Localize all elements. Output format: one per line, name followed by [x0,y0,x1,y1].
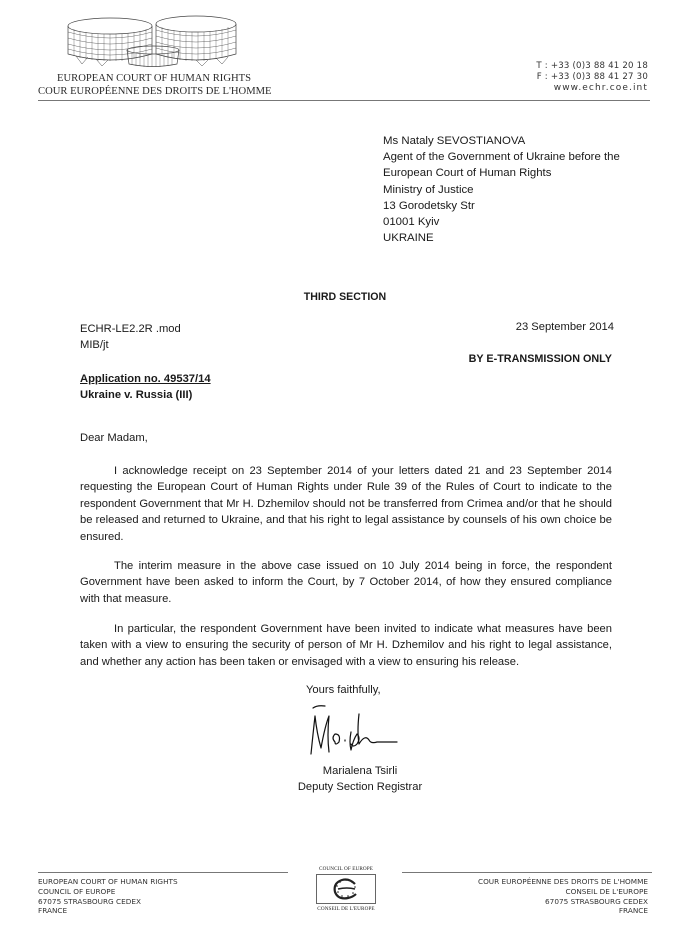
coe-logo-label-en: COUNCIL OF EUROPE [319,866,373,872]
signer-block [280,763,440,795]
org-name-french: COUR EUROPÉENNE DES DROITS DE L'HOMME [38,86,272,97]
footer-line: FRANCE [38,906,68,916]
signer-name: Marialena Tsirli [322,765,398,777]
footer-divider-left [38,872,288,873]
reference-code: ECHR-LE2.2R .mod [80,323,181,335]
footer-line: CONSEIL DE L'EUROPE [565,886,648,896]
handwritten-signature [305,704,405,764]
closing: Yours faithfully, [306,684,381,696]
body-paragraph: The interim measure in the above case issued on 10 July 2014 being in force, the respondent Government have been asked to inform the Court, by 7 October 2014, of how they ensured compliance with that measure. [80,560,612,605]
section-title: THIRD SECTION [303,291,387,303]
court-building-logo [62,14,242,70]
footer-line: COUR EUROPÉENNE DES DROITS DE L'HOMME [477,877,648,886]
contact-block [536,61,648,94]
footer-address-french [478,877,648,916]
org-name-english: EUROPEAN COURT OF HUMAN RIGHTS [57,73,251,84]
header-divider [38,100,650,101]
signer-title: Deputy Section Registrar [297,781,423,793]
footer-line: COUNCIL OF EUROPE [38,886,116,896]
recipient-line: Agent of the Government of Ukraine before the [383,151,620,164]
recipient-line: Ministry of Justice [383,183,474,196]
transmission-note: BY E-TRANSMISSION ONLY [468,353,612,365]
recipient-line: 13 Gorodetsky Str [383,199,475,212]
footer-line: FRANCE [618,906,648,916]
coe-logo-label-fr: CONSEIL DE L'EUROPE [317,906,375,912]
body-paragraph: In particular, the respondent Government have been invited to indicate what measures have been taken with a view to ensuring the security of person of Mr H. Dzhemilov and his right to legal assistance, and whether any action has been taken or envisaged with a view to ensuring his release. [80,623,612,668]
letter-date: 23 September 2014 [515,321,614,333]
body-paragraph: I acknowledge receipt on 23 September 2014 of your letters dated 21 and 23 September 2014 requesting the European Court of Human Rights under Rule 39 of the Rules of Court to indicate to the respondent Government that Mr H. Dzhemilov should not be transferred from Crimea and/or that he should be released and returned to Ukraine, and that his right to legal assistance by counsels of his own choice be ensured. [80,465,612,543]
footer-divider-right [402,872,652,873]
recipient-country: UKRAINE [383,232,434,245]
footer-line: 67075 STRASBOURG CEDEX [38,896,141,906]
reference-initials: MIB/jt [80,339,109,351]
footer-line: EUROPEAN COURT OF HUMAN RIGHTS [38,877,178,886]
website-link[interactable]: www.echr.coe.int [553,83,648,93]
recipient-address [383,133,620,246]
salutation: Dear Madam, [80,432,148,444]
recipient-line: 01001 Kyiv [383,216,440,229]
application-block [80,371,211,403]
fax-number: F : +33 (0)3 88 41 27 30 [536,72,648,82]
application-number: Application no. 49537/14 [80,373,211,385]
council-of-europe-logo [306,866,386,912]
coe-emblem [316,874,376,904]
recipient-line: European Court of Human Rights [383,167,552,180]
case-title: Ukraine v. Russia (III) [80,389,193,401]
phone-number: T : +33 (0)3 88 41 20 18 [536,61,648,71]
reference-block [80,321,181,353]
recipient-name: Ms Nataly SEVOSTIANOVA [383,135,526,147]
coe-e-stars-icon [317,875,375,903]
footer-line: 67075 STRASBOURG CEDEX [545,896,648,906]
footer-address-english [38,877,178,916]
